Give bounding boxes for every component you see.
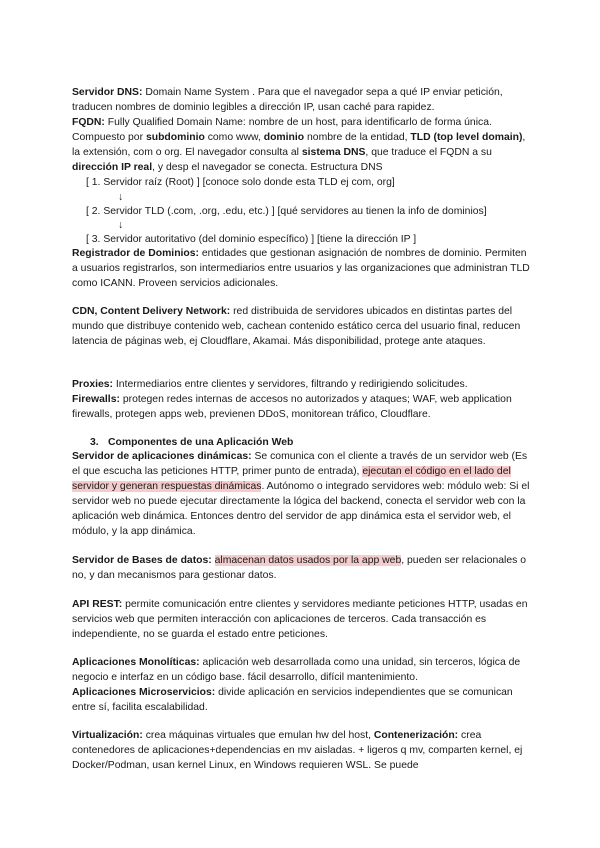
fqdn-text-4: , la extensión, com o org. El navegador consulta al [72,131,526,158]
paragraph-monoliticas [72,656,530,686]
paragraph-bases-datos [72,554,530,584]
paragraph-fqdn [72,116,530,176]
db-highlight: almacenan datos usados por la app web [214,555,402,566]
section-title: Componentes de una Aplicación Web [108,437,294,448]
section-number: 3. [90,437,99,448]
appdyn-text-2: . Autónomo o integrado servidores web: módulo web: Si el servidor web no puede ejecutar directamente la lógica del backend, conecta el servidor web con la aplicación web dinámica. Entonces dentro del servidor de app dinámica esta el servidor web, el módulo, y la app dinámica. [72,480,530,537]
appdyn-text-1: Se comunica con el cliente a través de un servidor web (Es el que escucha las peticiones HTTP, primer punto de entrada), [72,451,528,477]
appdyn-title: Servidor de aplicaciones dinámicas: [72,451,252,462]
fqdn-text-2: como www, [204,131,264,143]
paragraph-virtualizacion [72,729,530,774]
dns-title: Servidor DNS: [72,87,143,98]
fqdn-text-6: , y desp el navegador se conecta. Estructura DNS [152,161,383,173]
db-title: Servidor de Bases de datos: [72,555,212,566]
firewalls-title: Firewalls: [72,394,120,405]
micro-text: divide aplicación en servicios independientes que se comunican entre sí, facilita escalabilidad. [72,687,513,713]
virt-text-1: crea máquinas virtuales que emulan hw del host, [142,730,374,741]
api-text: permite comunicación entre clientes y servidores mediante peticiones HTTP, usadas en servicios web que permiten interacción con aplicaciones de terceros. Cada transacción es independiente, no se guarda el estado entre peticiones. [72,599,528,640]
paragraph-cdn [72,305,530,350]
fqdn-bold-dominio: dominio [263,131,305,143]
firewalls-text: protegen redes internas de accesos no autorizados y ataques; WAF, web application firewalls, protegen apps web, previenen DDoS, monitorean tráfico, Cloudflare. [72,394,512,420]
section-heading [72,436,548,451]
db-text-2: , pueden ser relacionales o no, y dan mecanismos para gestionar datos. [72,555,527,581]
paragraph-registrador [72,247,530,292]
proxies-title: Proxies: [72,379,114,390]
mono-text: aplicación web desarrollada como una unidad, sin terceros, lógica de negocio e interfaz en un código base. fácil desarrollo, difícil mantenimiento. [72,657,521,683]
dns-structure-line-2: [ 2. Servidor TLD (.com, .org, .edu, etc.) ] [qué servidores au tienen la info de dominios] [86,206,487,217]
cdn-text: red distribuida de servidores ubicados en distintas partes del mundo que distribuye contenido web, cachean contenido estático cerca del usuario final, reducen latencia de páginas web, ej Cloudflare, Akamai. Más disponibilidad, protege ante ataques. [72,306,521,347]
virt-text-2: crea contenedores de aplicaciones+dependencias en mv aisladas. + ligeros q mv, comparten kernel, ej Docker/Podman, usan kernel Linux, en Windows requieren WSL. Se puede [72,730,523,771]
paragraph-microservicios [72,686,530,716]
mono-title: Aplicaciones Monolíticas: [72,657,200,668]
fqdn-text-1: Fully Qualified Domain Name: nombre de un host, para identificarlo de forma única. Compuesto por [72,117,492,143]
registrador-title: Registrador de Dominios: [72,248,200,259]
appdyn-highlight: ejecutan el código en el lado del servidor y generan respuestas dinámicas [72,465,511,492]
paragraph-proxies [72,378,530,393]
paragraph-app-dinamicas [72,450,530,539]
paragraph-api-rest [72,598,530,643]
fqdn-text-5: , que traduce el FQDN a su [365,146,492,158]
micro-title: Aplicaciones Microservicios: [72,687,216,698]
registrador-text: entidades que gestionan asignación de nombres de dominio. Permiten a usuarios registrarlos, son intermediarios entre usuarios y las organizaciones que administran TLD como ICANN. Proveen servicios adicionales. [72,248,530,289]
fqdn-bold-subdominio: subdominio [145,131,205,143]
fqdn-bold-sistema-dns: sistema DNS [301,146,366,158]
virt-title-contenerizacion: Contenerización: [373,730,459,741]
down-arrow-icon: ↓ [118,220,124,231]
dns-structure-line-1: [ 1. Servidor raíz (Root) ] [conoce solo donde esta TLD ej com, org] [86,177,395,188]
proxies-text: Intermediarios entre clientes y servidores, filtrando y redirigiendo solicitudes. [113,379,468,390]
dns-structure-line-3: [ 3. Servidor autoritativo (del dominio específico) ] [tiene la dirección IP ] [86,234,417,245]
api-title: API REST: [72,599,123,610]
virt-title: Virtualización: [72,730,143,741]
fqdn-bold-tld: TLD (top level domain) [410,131,523,143]
fqdn-title: FQDN: [72,117,105,128]
fqdn-bold-direccion-ip: dirección IP real [72,161,153,173]
cdn-title: CDN, Content Delivery Network: [72,306,231,317]
fqdn-text-3: nombre de la entidad, [304,131,411,143]
paragraph-firewalls [72,393,530,423]
down-arrow-icon: ↓ [118,192,124,203]
paragraph-dns [72,86,530,116]
dns-text: Domain Name System . Para que el navegador sepa a qué IP enviar petición, traducen nombres de dominio legibles a dirección IP, usan caché para rapidez. [72,87,503,113]
